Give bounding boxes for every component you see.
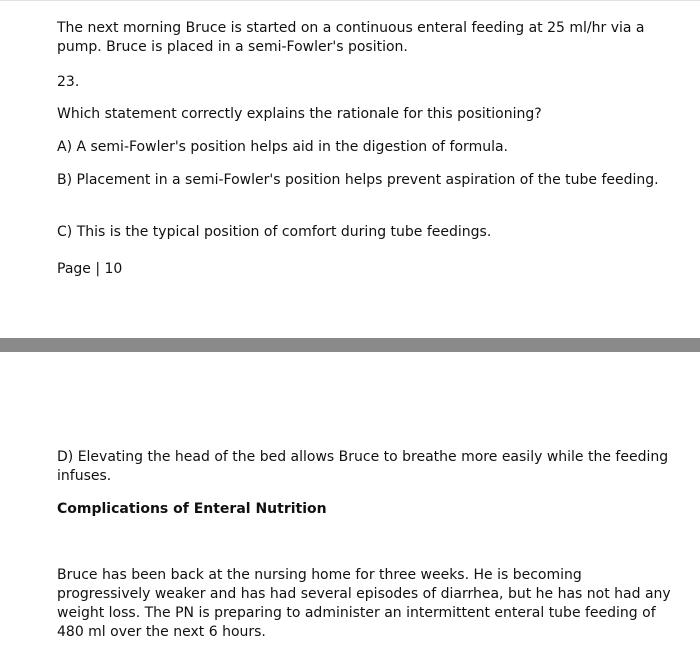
question-text: Which statement correctly explains the rationale for this positioning? <box>57 106 542 122</box>
option-d: D) Elevating the head of the bed allows Bruce to breathe more easily while the feeding infuses. <box>57 449 669 484</box>
page-footer: Page | 10 <box>57 261 123 277</box>
scenario-intro: The next morning Bruce is started on a continuous enteral feeding at 25 ml/hr via a pump. Bruce is placed in a semi-Fowler's position. <box>57 20 645 55</box>
page-break-divider <box>0 338 700 352</box>
section-heading: Complications of Enteral Nutrition <box>57 501 327 517</box>
option-a: A) A semi-Fowler's position helps aid in the digestion of formula. <box>57 139 508 155</box>
scenario-paragraph: Bruce has been back at the nursing home for three weeks. He is becoming progressively weaker and has had several episodes of diarrhea, but he has not had any weight loss. The PN is preparing to administer an intermittent enteral tube feeding of 480 ml over the next 6 hours. <box>57 567 671 640</box>
option-b: B) Placement in a semi-Fowler's position helps prevent aspiration of the tube feeding. <box>57 172 659 188</box>
option-c: C) This is the typical position of comfort during tube feedings. <box>57 224 492 240</box>
question-number: 23. <box>57 74 80 90</box>
document-page-bottom <box>0 352 700 660</box>
